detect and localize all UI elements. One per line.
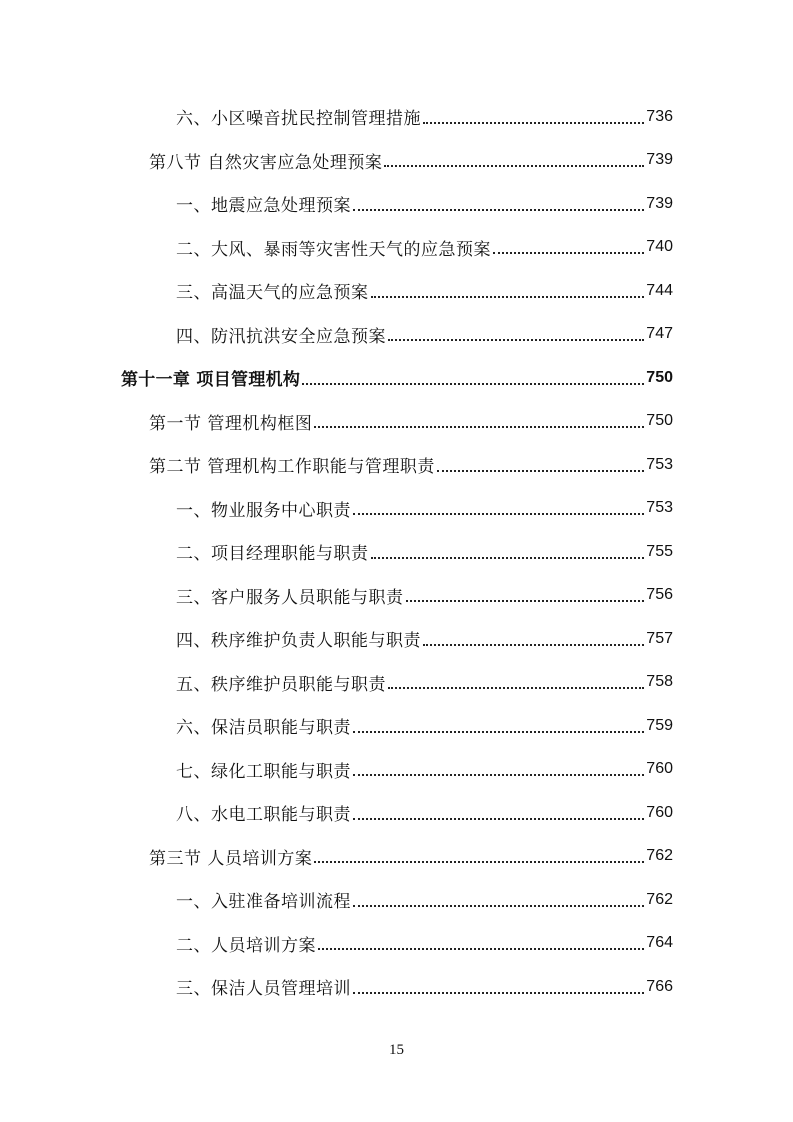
toc-entry-title: 三、高温天气的应急预案	[176, 283, 369, 304]
toc-entry[interactable]	[0, 661, 793, 705]
toc-entry[interactable]	[0, 269, 793, 313]
dot-leader	[388, 324, 644, 344]
toc-entry[interactable]	[0, 487, 793, 531]
toc-entry-page: 750	[646, 412, 673, 430]
toc-entry[interactable]	[0, 139, 793, 183]
dot-leader	[302, 368, 644, 388]
dot-leader	[406, 585, 645, 605]
toc-entry[interactable]	[0, 574, 793, 618]
toc-entry-page: 760	[646, 760, 673, 778]
dot-leader	[353, 498, 644, 518]
toc-entry-page: 750	[646, 368, 673, 386]
toc-entry-title: 七、绿化工职能与职责	[176, 761, 351, 782]
toc-entry[interactable]	[0, 748, 793, 792]
dot-leader	[353, 194, 644, 214]
toc-entry-title: 六、小区噪音扰民控制管理措施	[176, 109, 421, 130]
toc-entry[interactable]	[0, 835, 793, 879]
toc-entry-title: 第八节 自然灾害应急处理预案	[149, 152, 383, 173]
toc-entry[interactable]	[0, 400, 793, 444]
dot-leader	[423, 107, 644, 127]
page-number: 15	[389, 1042, 404, 1058]
dot-leader	[371, 542, 645, 562]
toc-entry-title: 二、人员培训方案	[176, 935, 316, 956]
toc-entry-page: 736	[646, 107, 673, 125]
toc-entry[interactable]	[0, 443, 793, 487]
toc-entry[interactable]	[0, 182, 793, 226]
toc-entry-page: 758	[646, 673, 673, 691]
toc-entry-page: 756	[646, 586, 673, 604]
dot-leader	[314, 411, 644, 431]
toc-entry-title: 第三节 人员培训方案	[149, 848, 313, 869]
toc-entry-title: 三、保洁人员管理培训	[176, 979, 351, 1000]
toc-chapter-entry[interactable]	[0, 356, 793, 400]
dot-leader	[314, 846, 644, 866]
dot-leader	[423, 629, 644, 649]
toc-entry-title: 三、客户服务人员职能与职责	[176, 587, 404, 608]
toc-entry[interactable]	[0, 922, 793, 966]
toc-entry-title: 二、项目经理职能与职责	[176, 544, 369, 565]
toc-entry-page: 739	[646, 151, 673, 169]
toc-entry-title: 八、水电工职能与职责	[176, 805, 351, 826]
toc-entry[interactable]	[0, 313, 793, 357]
toc-entry[interactable]	[0, 878, 793, 922]
dot-leader	[493, 237, 644, 257]
dot-leader	[437, 455, 644, 475]
toc-entry-page: 762	[646, 890, 673, 908]
dot-leader	[384, 150, 644, 170]
toc-entry-title: 四、秩序维护负责人职能与职责	[176, 631, 421, 652]
toc-entry-page: 760	[646, 803, 673, 821]
toc-entry[interactable]	[0, 530, 793, 574]
toc-entry[interactable]	[0, 791, 793, 835]
toc-entry-title: 二、大风、暴雨等灾害性天气的应急预案	[176, 239, 491, 260]
dot-leader	[318, 933, 644, 953]
toc-entry-page: 747	[646, 325, 673, 343]
toc-entry[interactable]	[0, 617, 793, 661]
dot-leader	[388, 672, 644, 692]
toc-entry-title: 第十一章 项目管理机构	[121, 370, 301, 391]
toc-entry-title: 第一节 管理机构框图	[149, 413, 313, 434]
toc-entry-page: 764	[646, 934, 673, 952]
toc-entry[interactable]	[0, 226, 793, 270]
toc-entry-title: 一、物业服务中心职责	[176, 500, 351, 521]
toc-entry-page: 740	[646, 238, 673, 256]
toc-entry-page: 757	[646, 629, 673, 647]
dot-leader	[353, 716, 644, 736]
toc-entry-page: 755	[646, 542, 673, 560]
dot-leader	[353, 803, 644, 823]
dot-leader	[371, 281, 645, 301]
toc-entry-title: 五、秩序维护员职能与职责	[176, 674, 386, 695]
toc-entry-title: 第二节 管理机构工作职能与管理职责	[149, 457, 435, 478]
dot-leader	[353, 977, 644, 997]
toc-entry-title: 一、地震应急处理预案	[176, 196, 351, 217]
toc-entry-page: 739	[646, 194, 673, 212]
dot-leader	[353, 759, 644, 779]
toc-entry[interactable]	[0, 95, 793, 139]
toc-entry-page: 759	[646, 716, 673, 734]
toc-entry-page: 762	[646, 847, 673, 865]
toc-entry-page: 753	[646, 455, 673, 473]
toc-entry[interactable]	[0, 965, 793, 1009]
toc-entry-title: 六、保洁员职能与职责	[176, 718, 351, 739]
toc-entry-title: 四、防汛抗洪安全应急预案	[176, 326, 386, 347]
toc-entry-page: 744	[646, 281, 673, 299]
toc-entry-page: 753	[646, 499, 673, 517]
toc-entry-page: 766	[646, 977, 673, 995]
toc-entry[interactable]	[0, 704, 793, 748]
table-of-contents	[0, 95, 793, 1009]
toc-entry-title: 一、入驻准备培训流程	[176, 892, 351, 913]
dot-leader	[353, 890, 644, 910]
